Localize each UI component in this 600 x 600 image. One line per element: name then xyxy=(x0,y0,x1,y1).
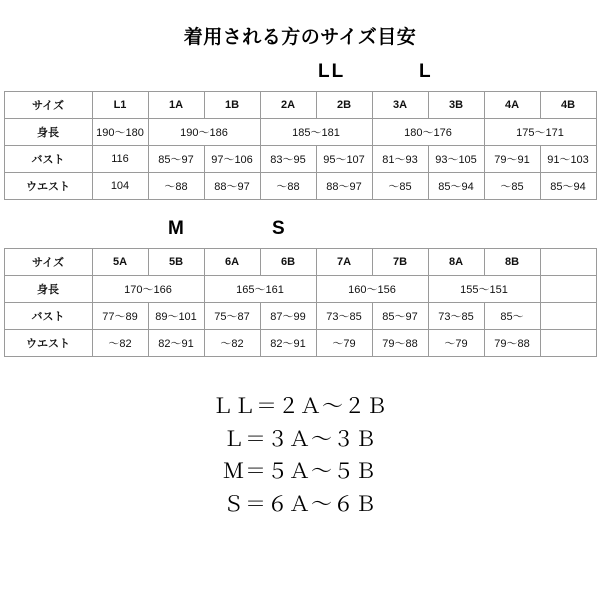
table-cell: 155〜151 xyxy=(428,276,540,303)
row-label: ウエスト xyxy=(4,173,92,200)
size-table-top-wrapper xyxy=(0,91,600,200)
table-cell: 85〜97 xyxy=(372,303,428,330)
table-cell: 160〜156 xyxy=(316,276,428,303)
column-header: 8A xyxy=(428,249,484,276)
table-cell: 85〜94 xyxy=(540,173,596,200)
table-row xyxy=(4,330,596,357)
table-cell-empty xyxy=(540,276,596,303)
table-cell: 185〜181 xyxy=(260,119,372,146)
row-label: 身長 xyxy=(4,119,92,146)
table-cell: 88〜97 xyxy=(316,173,372,200)
table-cell: 190〜186 xyxy=(148,119,260,146)
table-cell: 85〜97 xyxy=(148,146,204,173)
table-row xyxy=(4,173,596,200)
table-cell: 85〜94 xyxy=(428,173,484,200)
page-title: 着用される方のサイズ目安 xyxy=(183,27,417,48)
legend-line: Ｓ＝６Ａ〜６Ｂ xyxy=(223,492,377,516)
table-cell: 〜82 xyxy=(204,330,260,357)
column-header: 6B xyxy=(260,249,316,276)
table-row xyxy=(4,303,596,330)
size-legend xyxy=(0,391,600,521)
table-cell: 89〜101 xyxy=(148,303,204,330)
column-header: 7B xyxy=(372,249,428,276)
legend-line: ＬＬ＝２Ａ〜２Ｂ xyxy=(212,395,388,418)
table-row-header xyxy=(4,92,596,119)
row-label: バスト xyxy=(4,303,92,330)
table-row xyxy=(4,119,596,146)
column-header: 4B xyxy=(540,92,596,119)
column-header: 5B xyxy=(148,249,204,276)
table-cell: 165〜161 xyxy=(204,276,316,303)
table-cell: 73〜85 xyxy=(316,303,372,330)
table-cell-empty xyxy=(540,303,596,330)
table-cell: 73〜85 xyxy=(428,303,484,330)
size-table-top xyxy=(4,91,597,200)
marker-l: L xyxy=(419,61,433,82)
row-label: ウエスト xyxy=(4,330,92,357)
table-cell: 79〜91 xyxy=(484,146,540,173)
column-header: L1 xyxy=(92,92,148,119)
column-header: 3B xyxy=(428,92,484,119)
column-header: 7A xyxy=(316,249,372,276)
table-cell: 〜82 xyxy=(92,330,148,357)
table-cell-empty xyxy=(540,330,596,357)
legend-line: Ｍ＝５Ａ〜５Ｂ xyxy=(223,460,377,484)
column-header: 8B xyxy=(484,249,540,276)
table-cell: 79〜88 xyxy=(484,330,540,357)
column-header: サイズ xyxy=(4,92,92,119)
marker-m: M xyxy=(168,218,186,239)
column-header: 2A xyxy=(260,92,316,119)
table-cell: 〜79 xyxy=(428,330,484,357)
column-header-empty xyxy=(540,249,596,276)
table-cell: 81〜93 xyxy=(372,146,428,173)
table-cell: 〜79 xyxy=(316,330,372,357)
table-cell: 75〜87 xyxy=(204,303,260,330)
table-cell: 190〜180 xyxy=(92,119,148,146)
table-cell: 88〜97 xyxy=(204,173,260,200)
table-cell: 〜85 xyxy=(372,173,428,200)
table-cell: 82〜91 xyxy=(260,330,316,357)
column-header: 6A xyxy=(204,249,260,276)
column-header: 3A xyxy=(372,92,428,119)
table-cell: 〜88 xyxy=(260,173,316,200)
mid-size-markers xyxy=(0,218,600,244)
marker-ll: LL xyxy=(318,61,346,82)
table-cell: 93〜105 xyxy=(428,146,484,173)
marker-s: S xyxy=(272,218,287,239)
table-cell: 77〜89 xyxy=(92,303,148,330)
row-label: バスト xyxy=(4,146,92,173)
table-cell: 79〜88 xyxy=(372,330,428,357)
table-cell: 95〜107 xyxy=(316,146,372,173)
size-table-bottom-wrapper xyxy=(0,248,600,357)
table-cell: 116 xyxy=(92,146,148,173)
table-row xyxy=(4,146,596,173)
table-cell: 175〜171 xyxy=(484,119,596,146)
row-label: 身長 xyxy=(4,276,92,303)
table-cell: 82〜91 xyxy=(148,330,204,357)
table-cell: 97〜106 xyxy=(204,146,260,173)
column-header: 1A xyxy=(148,92,204,119)
column-header: 2B xyxy=(316,92,372,119)
table-cell: 104 xyxy=(92,173,148,200)
table-cell: 85〜 xyxy=(484,303,540,330)
table-cell: 170〜166 xyxy=(92,276,204,303)
table-cell: 180〜176 xyxy=(372,119,484,146)
column-header: 1B xyxy=(204,92,260,119)
table-cell: 91〜103 xyxy=(540,146,596,173)
column-header: 4A xyxy=(484,92,540,119)
table-row-header xyxy=(4,249,596,276)
table-cell: 87〜99 xyxy=(260,303,316,330)
column-header: サイズ xyxy=(4,249,92,276)
top-size-markers xyxy=(0,61,600,87)
legend-line: Ｌ＝３Ａ〜３Ｂ xyxy=(223,427,377,451)
column-header: 5A xyxy=(92,249,148,276)
table-cell: 〜88 xyxy=(148,173,204,200)
size-table-bottom xyxy=(4,248,597,357)
table-cell: 〜85 xyxy=(484,173,540,200)
table-row xyxy=(4,276,596,303)
table-cell: 83〜95 xyxy=(260,146,316,173)
